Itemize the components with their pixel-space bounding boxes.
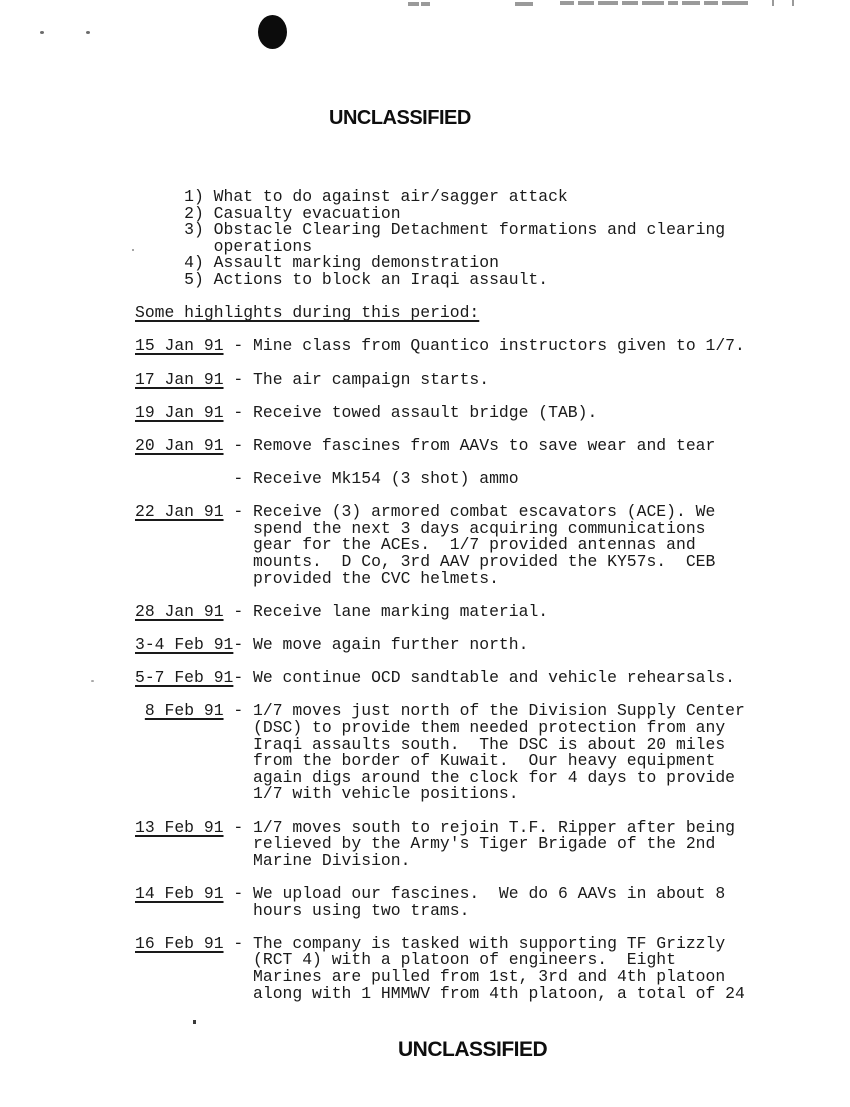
entry-date-cell [135,369,254,389]
entry-line: Marine Division. [253,850,411,870]
timeline-entry [135,670,745,687]
agenda-item-marker: 3) [184,220,204,240]
entry-line: from the border of Kuwait. Our heavy equipment [253,751,716,771]
scan-artifact [598,1,618,5]
entry-date: 28 Jan 91 [135,601,224,621]
scan-artifact [792,0,794,6]
scan-artifact [408,2,419,6]
entry-separator: - [223,402,254,422]
entry-separator: - [223,817,254,837]
entry-lines [253,883,726,920]
entry-line: Mine class from Quantico instructors given to 1/7. [253,336,745,356]
entry-date: 15 Jan 91 [135,336,224,356]
entry-line: Remove fascines from AAVs to save wear and tear [253,435,716,455]
classification-header: UNCLASSIFIED [329,107,471,129]
entry-line: 1/7 moves just north of the Division Supply Center [253,701,745,721]
entry-line: 1/7 with vehicle positions. [253,784,519,804]
entry-lines [253,338,745,355]
entry-lines [253,933,745,1003]
scan-dot [258,15,287,49]
timeline-entry [135,883,745,920]
entry-line: We move again further north. [253,635,529,655]
timeline-entry [135,637,745,654]
entry-date: 5-7 Feb 91 [135,668,234,688]
entry-line: (RCT 4) with a platoon of engineers. Eight [253,950,676,970]
agenda-item [184,269,745,289]
entry-line: Receive lane marking material. [253,601,549,621]
agenda-item-line: What to do against air/sagger attack [213,187,568,206]
agenda-item-line: Assault marking demonstration [213,253,499,273]
entry-line: mounts. D Co, 3rd AAV provided the KY57s. CEB [253,552,716,572]
classification-footer: UNCLASSIFIED [398,1038,548,1061]
scan-speck [132,249,134,251]
entry-date: 22 Jan 91 [135,502,224,522]
scan-speck [91,680,94,682]
entry-separator: - [223,601,254,621]
entry-line: The company is tasked with supporting TF Grizzly [253,933,726,953]
entry-line: Marines are pulled from 1st, 3rd and 4th platoon [253,966,726,986]
entry-separator: - [223,883,254,903]
entry-separator: - [223,435,254,455]
entry-date-cell [135,883,254,919]
entry-lines [253,402,598,422]
agenda-item-line: Casualty evacuation [213,203,401,223]
scan-artifact [560,1,574,5]
entry-separator: - [223,933,254,953]
agenda-item [184,222,745,255]
entry-line: spend the next 3 days acquiring communications [253,518,706,538]
section-heading: Some highlights during this period: [135,303,480,323]
scan-artifact [622,1,638,5]
entry-date-cell [135,670,253,687]
entry-separator: - [223,701,254,721]
entry-line: provided the CVC helmets. [253,568,499,588]
scan-artifact [682,1,700,5]
agenda-item-marker: 4) [184,253,204,273]
agenda-item-marker: 1) [184,187,204,206]
timeline-entry [135,703,745,803]
timeline-entry [135,402,745,422]
entry-line: Receive (3) armored combat escavators (ACE). We [253,502,716,522]
entry-date: 8 Feb 91 [144,701,224,721]
entry-date: 16 Feb 91 [135,933,224,953]
entry-line: again digs around the clock for 4 days to provide [253,767,735,787]
scan-artifact [515,2,533,6]
document-body [135,189,745,1002]
entry-lines [253,369,490,389]
entry-date-cell [135,933,254,1002]
agenda-item-lines [214,222,725,255]
entry-date-cell [135,601,254,621]
entry-lines [253,670,735,687]
entry-date: 17 Jan 91 [135,369,224,389]
timeline-entry [135,369,745,389]
timeline-entry [135,504,745,587]
scan-artifact [421,2,430,6]
agenda-list [184,189,745,289]
entry-separator: - [233,469,254,489]
scan-artifact [704,1,718,5]
entry-date-cell [135,471,253,488]
scan-speck [86,31,90,34]
timeline-entry [135,338,745,355]
entry-lines [253,471,519,488]
entry-line: The air campaign starts. [253,369,490,389]
agenda-item-lines [213,269,549,289]
entry-line: We continue OCD sandtable and vehicle rehearsals. [253,668,735,688]
entry-line: relieved by the Army's Tiger Brigade of the 2nd [253,834,716,854]
timeline-entry [135,933,745,1003]
entry-line: Receive towed assault bridge (TAB). [253,402,598,422]
scan-artifact [772,0,774,6]
scan-artifact [722,1,748,5]
entry-separator: - [233,668,254,688]
timeline-entry [135,601,745,621]
entry-line: 1/7 moves south to rejoin T.F. Ripper after being [253,817,735,837]
entry-date-pad [135,469,233,488]
entry-lines [253,601,549,621]
entry-line: along with 1 HMMWV from 4th platoon, a total of 24 [253,983,745,1003]
entry-date-cell [135,435,254,455]
entry-line: Receive Mk154 (3 shot) ammo [253,469,519,489]
entry-date-cell [135,504,253,587]
agenda-item-line: Actions to block an Iraqi assault. [213,269,549,289]
scan-speck [193,1020,196,1024]
entry-line: (DSC) to provide them needed protection from any [253,718,726,737]
entry-line: We upload our fascines. We do 6 AAVs in about 8 [253,883,726,903]
entry-line: Iraqi assaults south. The DSC is about 20 miles [253,734,726,754]
entry-lines [253,817,735,870]
entry-date: 14 Feb 91 [135,883,224,903]
timeline-entry [135,471,745,488]
entry-separator: - [223,502,254,522]
entry-line: hours using two trams. [253,900,470,920]
timeline [135,338,745,1002]
entry-date-cell [135,637,253,654]
entry-lines [253,703,745,803]
entry-date: 19 Jan 91 [135,402,224,422]
entry-separator: - [223,369,254,389]
agenda-item-marker: 5) [184,269,204,289]
scan-speck [40,31,44,34]
entry-date-pad [135,701,145,720]
entry-date-cell [135,703,253,803]
entry-date-cell [135,817,254,870]
entry-lines [253,435,716,455]
agenda-item-line: Obstacle Clearing Detachment formations and clearing [213,220,726,240]
entry-lines [253,637,528,654]
entry-date: 20 Jan 91 [135,435,224,455]
entry-date-cell [135,402,254,422]
timeline-entry [135,435,745,455]
scan-artifact [578,1,594,5]
scan-artifact [642,1,664,5]
agenda-item-line: operations [213,236,313,256]
entry-line: gear for the ACEs. 1/7 provided antennas and [253,535,696,555]
entry-separator: - [233,635,254,655]
agenda-item-marker: 2) [184,203,204,223]
entry-date-cell [135,338,253,355]
scan-artifact [668,1,678,5]
entry-separator: - [223,336,254,356]
entry-lines [253,504,715,587]
timeline-entry [135,817,745,870]
entry-date: 3-4 Feb 91 [135,635,234,655]
entry-date: 13 Feb 91 [135,817,224,837]
